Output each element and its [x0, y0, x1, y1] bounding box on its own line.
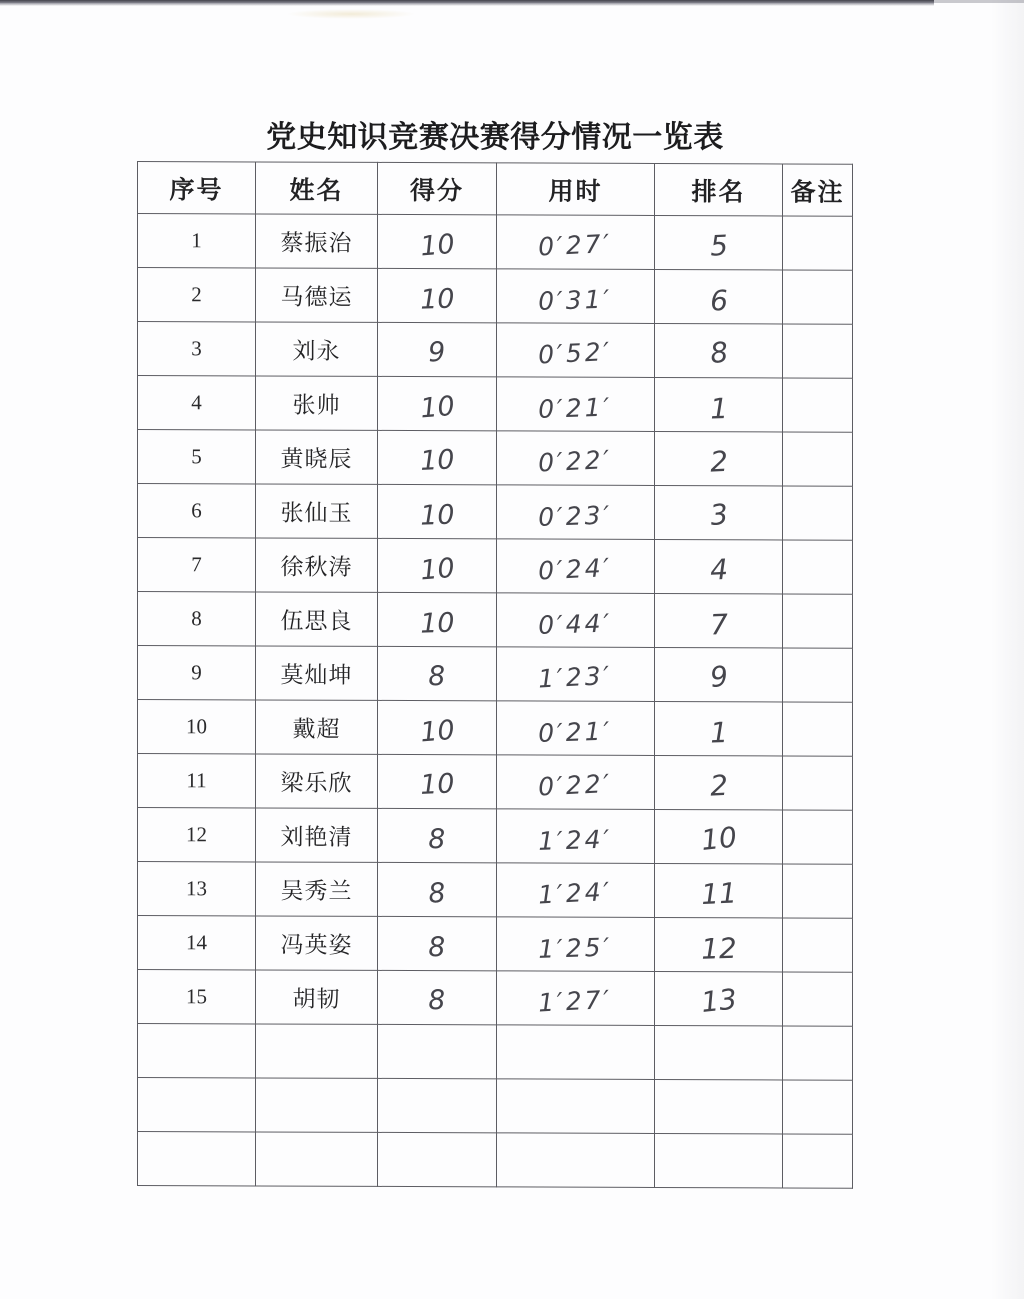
- name-cell: [256, 214, 378, 268]
- name-value: 黄晓辰: [280, 446, 353, 472]
- score-value: 10: [419, 283, 455, 316]
- rank-value: 7: [709, 607, 729, 642]
- time-cell: [497, 917, 655, 972]
- name-cell: [256, 592, 378, 646]
- score-value: 8: [427, 660, 447, 693]
- rank-value: 9: [708, 659, 730, 695]
- row-number-value: 9: [191, 660, 202, 685]
- note-cell: [783, 378, 853, 432]
- name-cell: [256, 1132, 378, 1186]
- row-number-cell: [138, 808, 256, 862]
- time-cell: [497, 647, 655, 702]
- name-value: 吴秀兰: [280, 878, 353, 904]
- row-number-cell: [138, 970, 256, 1024]
- score-value: 8: [427, 877, 448, 910]
- time-cell: [497, 215, 655, 270]
- time-cell: [497, 755, 655, 810]
- score-cell: [378, 916, 497, 970]
- note-cell: [783, 864, 853, 918]
- name-value: 刘艳清: [280, 824, 353, 850]
- rank-cell: [655, 755, 783, 809]
- table-row: [138, 430, 853, 487]
- empty-table-row: [138, 1078, 853, 1135]
- rank-cell: [655, 539, 783, 593]
- rank-cell: [655, 1133, 783, 1187]
- note-cell: [783, 1026, 853, 1080]
- time-value: 0′27′: [537, 228, 614, 262]
- table-row: [138, 484, 853, 541]
- rank-cell: [655, 377, 783, 431]
- name-value: 冯英姿: [280, 932, 353, 958]
- table-row: [138, 538, 853, 595]
- score-cell: [378, 862, 497, 916]
- header-number: 序号: [138, 162, 256, 214]
- time-cell: [497, 323, 655, 378]
- name-cell: [256, 268, 378, 322]
- score-value: 10: [419, 499, 455, 532]
- score-value: 9: [427, 336, 447, 369]
- row-number-cell: [138, 214, 256, 268]
- rank-value: 6: [709, 283, 729, 318]
- score-cell: [378, 268, 497, 322]
- score-value: 10: [418, 714, 456, 749]
- name-cell: [256, 538, 378, 592]
- row-number-cell: [138, 376, 256, 430]
- rank-value: 1: [709, 715, 729, 750]
- rank-cell: [655, 809, 783, 863]
- name-cell: [256, 754, 378, 808]
- note-cell: [783, 216, 853, 270]
- time-value: 0′44′: [538, 608, 614, 640]
- score-cell: [378, 1078, 497, 1132]
- time-cell: [497, 1025, 655, 1080]
- rank-cell: [655, 1025, 783, 1079]
- table-row: [138, 268, 853, 325]
- table-row: [138, 916, 853, 973]
- row-number-value: 3: [191, 336, 202, 361]
- empty-table-row: [138, 1024, 853, 1081]
- name-cell: [256, 862, 378, 916]
- table-row: [138, 970, 853, 1027]
- score-cell: [378, 592, 497, 646]
- note-cell: [783, 540, 853, 594]
- time-cell: [497, 485, 655, 540]
- score-cell: [378, 376, 497, 430]
- rank-value: 2: [708, 444, 729, 479]
- note-cell: [783, 486, 853, 540]
- rank-cell: [655, 917, 783, 971]
- header-rank: 排名: [655, 163, 783, 215]
- name-value: 张帅: [292, 392, 341, 418]
- header-row: [138, 162, 853, 217]
- table-row: [138, 754, 853, 811]
- score-cell: [378, 700, 497, 754]
- name-value: 伍思良: [280, 608, 353, 634]
- row-number-cell: [138, 754, 256, 808]
- rank-cell: [655, 269, 783, 323]
- name-value: 刘永: [292, 338, 341, 364]
- row-number-value: 5: [191, 444, 202, 469]
- time-cell: [497, 431, 655, 486]
- score-table: [137, 161, 853, 1189]
- row-number-value: 6: [191, 498, 202, 523]
- score-value: 8: [428, 823, 447, 856]
- rank-cell: [655, 863, 783, 917]
- rank-cell: [655, 1079, 783, 1133]
- note-cell: [783, 594, 853, 648]
- score-cell: [378, 322, 497, 376]
- note-cell: [783, 702, 853, 756]
- score-cell: [378, 484, 497, 538]
- time-value: 0′22′: [537, 768, 614, 802]
- score-cell: [378, 1024, 497, 1078]
- name-cell: [256, 430, 378, 484]
- header-time: 用时: [497, 163, 655, 216]
- score-value: 10: [418, 552, 456, 587]
- time-cell: [497, 863, 655, 918]
- table-row: [138, 592, 853, 649]
- note-cell: [783, 648, 853, 702]
- row-number-cell: [138, 592, 256, 646]
- time-value: 1′24′: [538, 824, 614, 856]
- rank-cell: [655, 431, 783, 485]
- score-cell: [378, 754, 497, 808]
- note-cell: [783, 810, 853, 864]
- score-cell: [378, 538, 497, 592]
- score-table-body: [138, 214, 853, 1189]
- time-value: 0′21′: [538, 392, 614, 424]
- time-value: 1′24′: [537, 876, 614, 910]
- time-value: 0′52′: [537, 336, 614, 370]
- name-value: 莫灿坤: [280, 662, 353, 688]
- rank-cell: [655, 971, 783, 1025]
- time-value: 1′23′: [537, 660, 614, 694]
- row-number-cell: [138, 430, 256, 484]
- table-row: [138, 700, 853, 757]
- header-score: 得分: [378, 162, 497, 214]
- row-number-cell: [138, 322, 256, 376]
- row-number-value: 1: [191, 228, 202, 253]
- rank-cell: [655, 485, 783, 539]
- score-cell: [378, 430, 497, 484]
- row-number-value: 4: [191, 390, 202, 415]
- score-value: 10: [419, 607, 455, 640]
- row-number-value: 15: [186, 984, 207, 1009]
- note-cell: [783, 918, 853, 972]
- row-number-cell: [138, 862, 256, 916]
- row-number-value: 12: [186, 822, 207, 847]
- name-value: 蔡振治: [280, 230, 353, 256]
- time-value: 0′21′: [538, 716, 614, 748]
- row-number-cell: [138, 1078, 256, 1132]
- name-value: 张仙玉: [280, 500, 353, 526]
- time-cell: [497, 701, 655, 756]
- rank-cell: [655, 647, 783, 701]
- table-row: [138, 376, 853, 433]
- time-value: 0′23′: [538, 500, 614, 532]
- note-cell: [783, 270, 853, 324]
- scan-artifact-strip: [0, 0, 934, 6]
- rank-value: 2: [708, 768, 729, 803]
- page-title: 党史知识竞赛决赛得分情况一览表: [266, 121, 724, 154]
- name-cell: [256, 916, 378, 970]
- note-cell: [783, 972, 853, 1026]
- score-value: 10: [418, 390, 456, 425]
- table-row: [138, 322, 853, 379]
- row-number-value: 8: [191, 606, 202, 631]
- time-cell: [497, 269, 655, 324]
- row-number-cell: [138, 484, 256, 538]
- row-number-cell: [138, 1132, 256, 1186]
- score-value: 10: [419, 768, 456, 801]
- row-number-cell: [138, 646, 256, 700]
- name-value: 马德运: [280, 284, 353, 310]
- rank-cell: [655, 593, 783, 647]
- rank-value: 11: [699, 876, 738, 912]
- rank-value: 13: [699, 982, 739, 1019]
- time-cell: [497, 809, 655, 864]
- name-cell: [256, 970, 378, 1024]
- score-value: 10: [418, 228, 456, 263]
- score-cell: [378, 1132, 497, 1186]
- rank-value: 4: [708, 552, 729, 587]
- score-value: 8: [427, 984, 447, 1017]
- row-number-cell: [138, 700, 256, 754]
- note-cell: [783, 1134, 853, 1188]
- time-cell: [497, 1079, 655, 1134]
- rank-value: 3: [708, 497, 730, 533]
- name-value: 胡韧: [292, 986, 341, 1012]
- time-cell: [497, 593, 655, 648]
- score-table-header: [138, 162, 853, 217]
- time-value: 0′31′: [538, 284, 614, 316]
- row-number-value: 10: [186, 714, 207, 739]
- table-row: [138, 808, 853, 865]
- time-value: 0′24′: [537, 552, 614, 586]
- score-cell: [378, 970, 497, 1024]
- name-cell: [256, 484, 378, 538]
- note-cell: [783, 324, 853, 378]
- header-name: 姓名: [256, 162, 378, 214]
- row-number-value: 11: [186, 768, 207, 793]
- row-number-cell: [138, 538, 256, 592]
- row-number-cell: [138, 1024, 256, 1078]
- time-cell: [497, 1133, 655, 1188]
- name-value: 戴超: [292, 716, 341, 742]
- time-value: 1′27′: [537, 984, 614, 1018]
- empty-table-row: [138, 1132, 853, 1189]
- row-number-cell: [138, 916, 256, 970]
- name-value: 徐秋涛: [280, 554, 353, 580]
- scan-smudge: [286, 9, 416, 19]
- row-number-value: 14: [186, 930, 207, 955]
- name-value: 梁乐欣: [280, 770, 353, 796]
- name-cell: [256, 322, 378, 376]
- time-value: 1′25′: [538, 932, 614, 964]
- row-number-cell: [138, 268, 256, 322]
- time-cell: [497, 377, 655, 432]
- rank-value: 1: [709, 391, 729, 426]
- name-cell: [256, 1024, 378, 1078]
- name-cell: [256, 1078, 378, 1132]
- table-row: [138, 862, 853, 919]
- time-cell: [497, 539, 655, 594]
- time-cell: [497, 971, 655, 1026]
- rank-value: 12: [700, 931, 738, 966]
- row-number-value: 13: [186, 876, 207, 901]
- rank-value: 5: [708, 228, 729, 263]
- score-cell: [378, 808, 497, 862]
- table-row: [138, 214, 853, 271]
- name-cell: [256, 646, 378, 700]
- rank-value: 10: [699, 820, 739, 857]
- score-value: 10: [419, 444, 456, 477]
- table-row: [138, 646, 853, 703]
- rank-value: 8: [708, 335, 730, 371]
- rank-cell: [655, 701, 783, 755]
- header-note: 备注: [783, 164, 853, 216]
- name-cell: [256, 700, 378, 754]
- time-value: 0′22′: [537, 444, 614, 478]
- rank-cell: [655, 215, 783, 269]
- row-number-value: 2: [191, 282, 202, 307]
- note-cell: [783, 756, 853, 810]
- score-value: 8: [428, 931, 447, 964]
- note-cell: [783, 432, 853, 486]
- row-number-value: 7: [191, 552, 202, 577]
- rank-cell: [655, 323, 783, 377]
- name-cell: [256, 376, 378, 430]
- name-cell: [256, 808, 378, 862]
- note-cell: [783, 1080, 853, 1134]
- score-cell: [378, 646, 497, 700]
- score-cell: [378, 214, 497, 268]
